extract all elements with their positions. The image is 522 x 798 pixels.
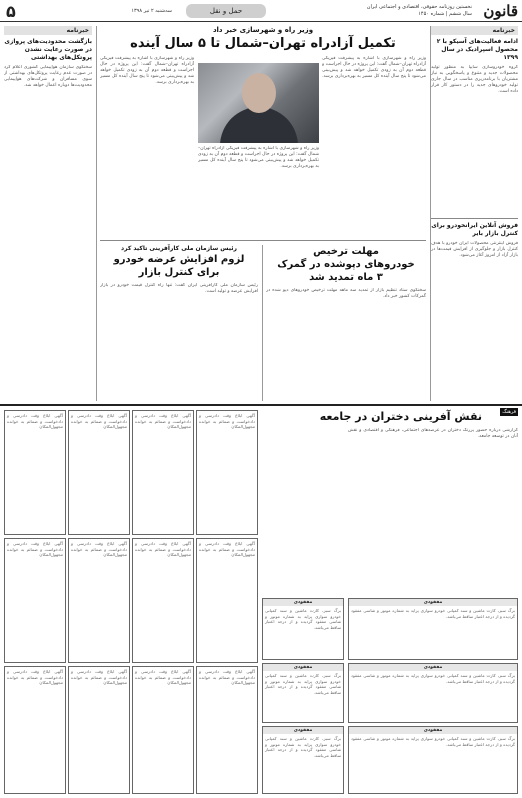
left-column [4,26,92,401]
column-rule [96,26,97,401]
page-number: ۵ [6,2,16,21]
article2-body: سخنگوی ستاد تنظیم بازار از تمدید سه ماهه مهلت ترخیص خودروهای دپو شده در گمرکات کشور خبر داد. [266,288,426,299]
legal-notice [196,666,258,794]
ad-text: برگ سبز، کارت ماشین و سند کمپانی خودرو سواری پراید به شماره موتور و شاسی مفقود گردیده و از درجه اعتبار ساقط می‌باشد. [351,608,515,619]
legal-notice [4,666,66,794]
column-rule [430,26,431,401]
ad-label: مفقودی [263,664,343,671]
notice-text: آگهی ابلاغ وقت دادرسی و دادخواست و ضمائم به خوانده مجهول‌المکان [199,413,255,430]
notice-text: آگهی ابلاغ وقت دادرسی و دادخواست و ضمائم به خوانده مجهول‌المکان [199,669,255,686]
notice-text: آگهی ابلاغ وقت دادرسی و دادخواست و ضمائم به خوانده مجهول‌المکان [71,541,127,558]
main-body-col2: وزیر راه و شهرسازی با اشاره به پیشرفت فیزیکی آزادراه تهران–شمال گفت: این پروژه در حال اجراست و قطعه دوم آن به زودی تکمیل خواهد شد و پیش‌بینی می‌شود تا پنج سال آینده کل مسیر به بهره‌برداری برسد. [100,56,194,85]
legal-notices [4,410,258,794]
main-body-col3: وزیر راه و شهرسازی با اشاره به پیشرفت فیزیکی آزادراه تهران–شمال گفت: این پروژه در حال اجراست و قطعه دوم آن به زودی تکمیل خواهد شد و پیش‌بینی می‌شود تا پنج سال آینده کل مسیر به بهره‌برداری برسد. [198,146,319,169]
article3-head-1: لزوم افزایش عرضه خودرو [113,254,245,265]
classified-ad-6 [262,726,344,794]
ad-text: برگ سبز، کارت ماشین و سند کمپانی خودرو سواری پراید به شماره موتور و شاسی مفقود گردیده و از درجه اعتبار ساقط می‌باشد. [265,736,341,758]
ad-label: مفقودی [349,727,517,734]
article3-kicker: رئیس سازمان ملی کارآفرینی تاکید کرد [121,245,237,252]
culture-headline: نقش آفرینی دختران در جامعه [319,410,482,423]
ad-text: برگ سبز، کارت ماشین و سند کمپانی خودرو سواری پراید به شماره موتور و شاسی مفقود گردیده و از درجه اعتبار ساقط می‌باشد. [351,673,515,684]
article3-body: رئیس سازمان ملی کارآفرینی ایران گفت: تنها راه کنترل قیمت خودرو در بازار افزایش عرضه و تولید است. [100,283,258,294]
newspaper-logo: قانون [483,2,518,20]
legal-notice [196,410,258,535]
legal-notice [196,538,258,663]
news-body-1: گروه خودروسازی سایپا به منظور تولید محصولات جدید و متنوع و پاسخگویی به نیاز مشتریان با برنامه‌ریزی مناسب در سال جاری تولید خودروهای جدید را در دستور کار قرار داده است. [431,65,518,94]
notice-text: آگهی ابلاغ وقت دادرسی و دادخواست و ضمائم به خوانده مجهول‌المکان [135,541,191,558]
notice-text: آگهی ابلاغ وقت دادرسی و دادخواست و ضمائم به خوانده مجهول‌المکان [135,413,191,430]
classified-ad-2 [348,663,518,723]
news-headline-1: ادامه فعالیت‌های آسیکو با ۲ محصول اسپرادیک در سال ۱۳۹۹ [436,38,518,61]
news-body-2: فروش اینترنتی محصولات ایران خودرو با هدف کنترل بازار و جلوگیری از افزایش قیمت‌ها در بازار آزاد از امروز آغاز می‌شود. [431,241,518,258]
article3-head-2: برای کنترل بازار [138,267,220,278]
legal-notice [68,410,130,535]
legal-notice [68,538,130,663]
ad-text: برگ سبز، کارت ماشین و سند کمپانی خودرو سواری پراید به شماره موتور و شاسی مفقود گردیده و از درجه اعتبار ساقط می‌باشد. [351,736,515,747]
divider [431,218,518,219]
section-badge: حمل و نقل [186,4,266,18]
classified-ad-3 [348,726,518,794]
ad-label: مفقودی [349,599,517,606]
legal-notice [4,538,66,663]
legal-notice [132,410,194,535]
classified-ad-4 [262,598,344,660]
ad-label: مفقودی [263,599,343,606]
notice-text: آگهی ابلاغ وقت دادرسی و دادخواست و ضمائم به خوانده مجهول‌المکان [71,669,127,686]
article2-head-2: خودروهای دپوشده در گمرک [277,259,415,270]
notice-text: آگهی ابلاغ وقت دادرسی و دادخواست و ضمائم به خوانده مجهول‌المکان [7,669,63,686]
main-headline: تکمیل آزادراه تهران–شمال تا ۵ سال آینده [130,36,396,51]
ad-text: برگ سبز، کارت ماشین و سند کمپانی خودرو سواری پراید به شماره موتور و شاسی مفقود گردیده و از درجه اعتبار ساقط می‌باشد. [265,673,341,695]
classified-ad-1 [348,598,518,660]
legal-notice [4,410,66,535]
article-car-supply [100,245,258,401]
main-body-col1: وزیر راه و شهرسازی با اشاره به پیشرفت فیزیکی آزادراه تهران–شمال گفت: این پروژه در حال اجراست و قطعه دوم آن به زودی تکمیل خواهد شد و پیش‌بینی می‌شود تا پنج سال آینده کل مسیر به بهره‌برداری برسد. [322,56,426,79]
page-header [0,0,522,22]
main-kicker: وزیر راه و شهرسازی خبر داد [212,26,314,34]
news-box-title: خبرنامه [4,26,92,35]
legal-notice [132,666,194,794]
notice-text: آگهی ابلاغ وقت دادرسی و دادخواست و ضمائم به خوانده مجهول‌المکان [71,413,127,430]
notice-text: آگهی ابلاغ وقت دادرسی و دادخواست و ضمائم به خوانده مجهول‌المکان [7,541,63,558]
classified-ad-5 [262,663,344,723]
article2-head-3: ۳ ماه تمدید شد [309,272,383,283]
legal-notice [68,666,130,794]
notice-text: آگهی ابلاغ وقت دادرسی و دادخواست و ضمائم به خوانده مجهول‌المکان [199,541,255,558]
left-body: سخنگوی سازمان هواپیمایی کشوری اعلام کرد در صورت عدم رعایت پروتکل‌های بهداشتی از سوی مسافران و شرکت‌های هواپیمایی محدودیت‌ها دوباره اعمال خواهد شد. [4,65,92,88]
section-divider [0,404,522,406]
notice-text: آگهی ابلاغ وقت دادرسی و دادخواست و ضمائم به خوانده مجهول‌المکان [135,669,191,686]
issue-date: سه‌شنبه ۲ تیر ۱۳۹۸ [131,8,172,14]
culture-tag: فرهنگ [502,409,516,415]
ad-label: مفقودی [263,727,343,734]
right-column [431,26,518,401]
issue-number: سال ششم | شماره ۱۴۵۰ [418,11,472,17]
news-headline-2: فروش آنلاین ایرانخودرو برای کنترل بازار بایر [431,222,518,237]
article-customs [266,245,426,401]
legal-notice [132,538,194,663]
news-box-title: خبرنامه [431,26,518,35]
article2-head-1: مهلت ترخیص [313,246,379,257]
tagline: نخستین روزنامه حقوقی، اقتصادی و اجتماعی ایران [366,4,472,10]
culture-body: گزارشی درباره حضور پررنگ دختران در عرصه‌های اجتماعی، فرهنگی و اقتصادی و نقش آنان در توسعه جامعه. [348,428,518,439]
divider [100,240,426,241]
ad-label: مفقودی [349,664,517,671]
minister-photo [198,63,319,143]
left-headline: بازگشت محدودیت‌های پروازی در صورت رعایت نشدن پروتکل‌های بهداشتی [4,38,92,61]
photo-face [242,73,276,113]
notice-text: آگهی ابلاغ وقت دادرسی و دادخواست و ضمائم به خوانده مجهول‌المکان [7,413,63,430]
ad-text: برگ سبز، کارت ماشین و سند کمپانی خودرو سواری پراید به شماره موتور و شاسی مفقود گردیده و از درجه اعتبار ساقط می‌باشد. [265,608,341,630]
column-rule [262,245,263,401]
